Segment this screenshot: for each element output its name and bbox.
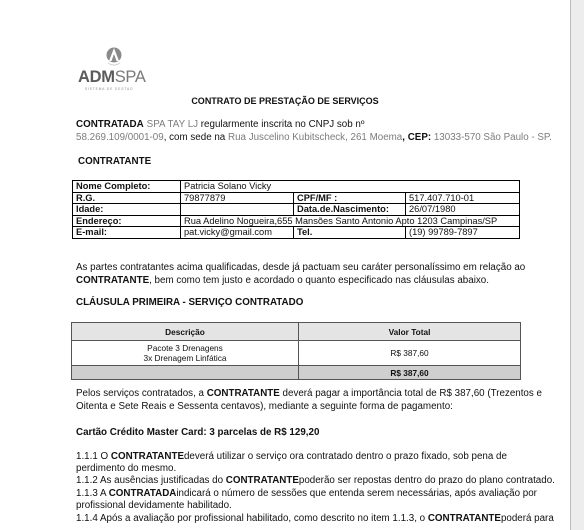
value-tel: (19) 99789-7897	[406, 227, 520, 239]
label-rg: R.G.	[73, 192, 181, 204]
value-endereco: Rua Adelino Nogueira,655 Mansões Santo Antonio Apto 1203 Campinas/SP	[181, 215, 520, 227]
label-nome: Nome Completo:	[73, 181, 181, 193]
scrollbar-track[interactable]	[571, 0, 584, 530]
payment-card-line: Cartão Crédito Master Card: 3 parcelas de R$ 129,20	[76, 427, 320, 438]
contratante-heading: CONTRATANTE	[78, 156, 152, 167]
item-1-1-3-cont: profissional devidamente habilitado.	[76, 500, 232, 511]
value-nome: Patricia Solano Vicky	[181, 181, 520, 193]
logo-tagline: SISTEMA DE GESTAO	[85, 87, 134, 91]
table-row	[73, 204, 520, 216]
contratada-line-2: 58.269.109/0001-09, com sede na Rua Juscelino Kubitscheck, 261 Moema, CEP: 13033-570 São Paulo - SP.	[76, 132, 552, 143]
table-header-row	[72, 323, 521, 341]
label-nascimento: Data.de.Nascimento:	[294, 204, 406, 216]
clausula-primeira-heading: CLÁUSULA PRIMEIRA - SERVIÇO CONTRATADO	[76, 297, 304, 308]
table-row	[73, 215, 520, 227]
contratante-table	[72, 180, 520, 239]
table-row	[73, 181, 520, 193]
document-title: CONTRATO DE PRESTAÇÃO DE SERVIÇOS	[191, 96, 379, 106]
column-header-descricao: Descrição	[72, 323, 299, 341]
service-description	[72, 341, 299, 366]
label-email: E-mail:	[73, 227, 181, 239]
item-1-1-1-cont: perdimento do mesmo.	[76, 463, 177, 474]
label-cpf: CPF/MF :	[294, 192, 406, 204]
service-item-line-1: Pacote 3 Drenagens	[147, 343, 223, 353]
value-email: pat.vicky@gmail.com	[181, 227, 294, 239]
total-empty-cell	[72, 366, 299, 380]
table-row	[73, 227, 520, 239]
table-row	[72, 341, 521, 366]
value-rg: 79877879	[181, 192, 294, 204]
table-total-row	[72, 366, 521, 380]
item-1-1-3: 1.1.3 A CONTRATADAindicará o número de sessões que entenda serem necessárias, após avaliação por	[76, 488, 537, 499]
label-endereco: Endereço:	[73, 215, 181, 227]
logo-mark-icon	[106, 44, 122, 66]
item-1-1-4: 1.1.4 Após a avaliação por profissional habilitado, como descrito no item 1.1.3, o CONTRATANTEpoderá para	[76, 513, 554, 524]
item-1-1-2: 1.1.2 As ausências justificadas do CONTRATANTEpoderão ser repostas dentro do prazo do plano contratado.	[76, 475, 555, 486]
column-header-valor-total: Valor Total	[299, 323, 521, 341]
intro-line-2: CONTRATANTE, bem como tem justo e acordado o quanto especificado nas cláusulas abaixo.	[76, 275, 489, 286]
value-idade	[181, 204, 294, 216]
item-1-1-1: 1.1.1 O CONTRATANTEdeverá utilizar o serviço ora contratado dentro o prazo fixado, sob pena de	[76, 451, 507, 462]
total-value: R$ 387,60	[299, 366, 521, 380]
label-idade: Idade:	[73, 204, 181, 216]
intro-line-1: As partes contratantes acima qualificadas, desde já pactuam seu caráter personalíssimo em relação ao	[76, 262, 526, 273]
contratada-line-1: CONTRATADA SPA TAY LJ regularmente inscrita no CNPJ sob nº	[76, 119, 365, 130]
service-item-line-2: 3x Drenagem Linfática	[143, 353, 227, 363]
payment-line-2: Oitenta e Sete Reais e Sessenta centavos), mediante a seguinte forma de pagamento:	[76, 401, 453, 412]
logo-brand: ADMSPA	[78, 68, 146, 86]
label-tel: Tel.	[294, 227, 406, 239]
value-cpf: 517.407.710-01	[406, 192, 520, 204]
value-nascimento: 26/07/1980	[406, 204, 520, 216]
table-row	[73, 192, 520, 204]
payment-line-1: Pelos serviços contratados, a CONTRATANTE deverá pagar a importância total de R$ 387,60 (Trezentos e	[76, 388, 542, 399]
service-table	[71, 322, 521, 380]
service-value: R$ 387,60	[299, 341, 521, 366]
company-logo	[78, 44, 148, 94]
